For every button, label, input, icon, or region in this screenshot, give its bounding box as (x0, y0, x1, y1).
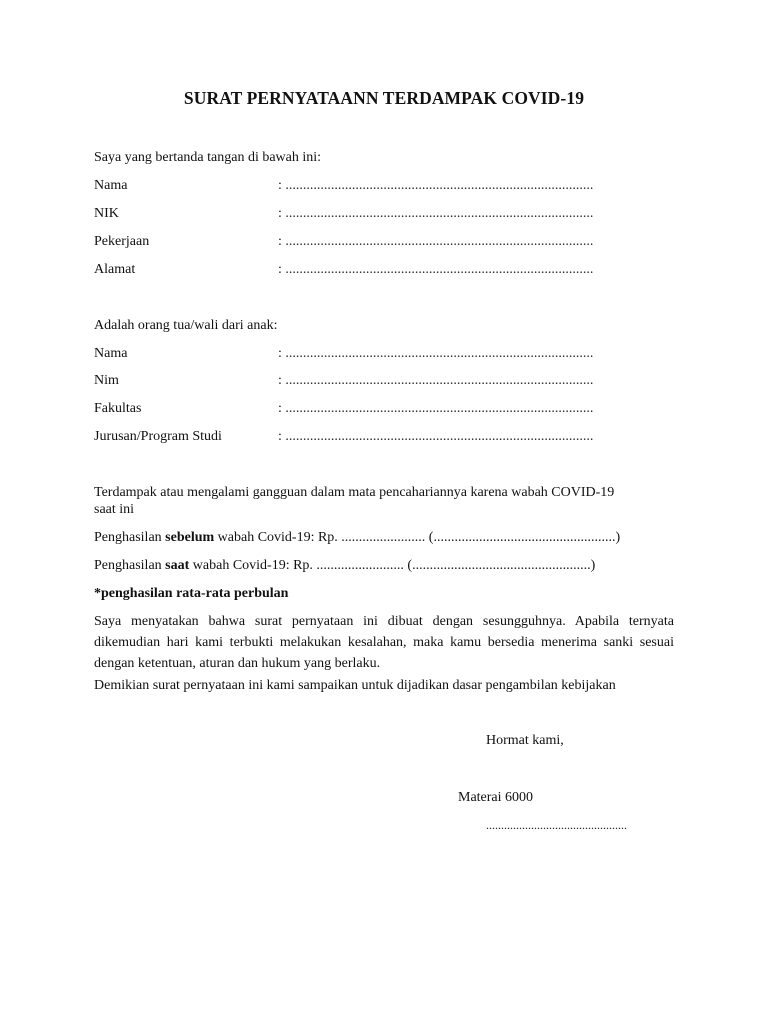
child-faculty-label: Fakultas (94, 401, 142, 416)
child-nim-label: Nim (94, 373, 119, 388)
income-before-line (94, 530, 620, 546)
signer-address-field: : ........................................................................................ (278, 262, 594, 277)
signer-address-label: Alamat (94, 262, 136, 277)
income-now-prefix: Penghasilan (94, 558, 166, 573)
closing-text: Demikian surat pernyataan ini kami sampaikan untuk dijadikan dasar pengambilan kebijakan (94, 678, 616, 693)
child-intro-text: Adalah orang tua/wali dari anak: (94, 318, 278, 333)
signature-line: ............................................... (486, 818, 627, 832)
signer-job-label: Pekerjaan (94, 234, 150, 249)
income-before-prefix: Penghasilan (94, 530, 166, 545)
impact-text-line1: Terdampak atau mengalami gangguan dalam mata pencahariannya karena wabah COVID-19 (94, 485, 615, 500)
income-now-keyword: saat (165, 558, 190, 573)
income-before-suffix: wabah Covid-19: Rp. ........................ (....................................................) (214, 530, 621, 545)
income-now-suffix: wabah Covid-19: Rp. ......................... (...................................................) (189, 558, 596, 573)
signer-nik-label: NIK (94, 206, 119, 221)
impact-text-line2: saat ini (94, 502, 135, 517)
child-nim-field: : ........................................................................................ (278, 373, 594, 388)
income-note: *penghasilan rata-rata perbulan (94, 586, 289, 601)
child-name-field: : ........................................................................................ (278, 346, 594, 361)
child-major-field: : ........................................................................................ (278, 429, 594, 444)
statement-paragraph: Saya menyatakan bahwa surat pernyataan ini dibuat dengan sesungguhnya. Apabila ternyata dikemudian hari kami terbukti melakukan kesalahan, maka kamu bersedia menerima sanki sesuai dengan ketentuan, aturan dan hukum yang berlaku. (94, 614, 674, 671)
signer-nik-field: : ........................................................................................ (278, 206, 594, 221)
signer-name-field: : ........................................................................................ (278, 178, 594, 193)
intro-text: Saya yang bertanda tangan di bawah ini: (94, 150, 322, 165)
income-before-keyword: sebelum (165, 530, 215, 545)
salutation: Hormat kami, (486, 733, 564, 748)
income-now-line (94, 558, 595, 574)
signer-job-field: : ........................................................................................ (278, 234, 594, 249)
child-major-label: Jurusan/Program Studi (94, 429, 222, 444)
document-title: SURAT PERNYATAANN TERDAMPAK COVID-19 (183, 88, 585, 108)
signer-name-label: Nama (94, 178, 128, 193)
child-name-label: Nama (94, 346, 128, 361)
child-faculty-field: : ........................................................................................ (278, 401, 594, 416)
stamp-note: Materai 6000 (458, 790, 534, 805)
